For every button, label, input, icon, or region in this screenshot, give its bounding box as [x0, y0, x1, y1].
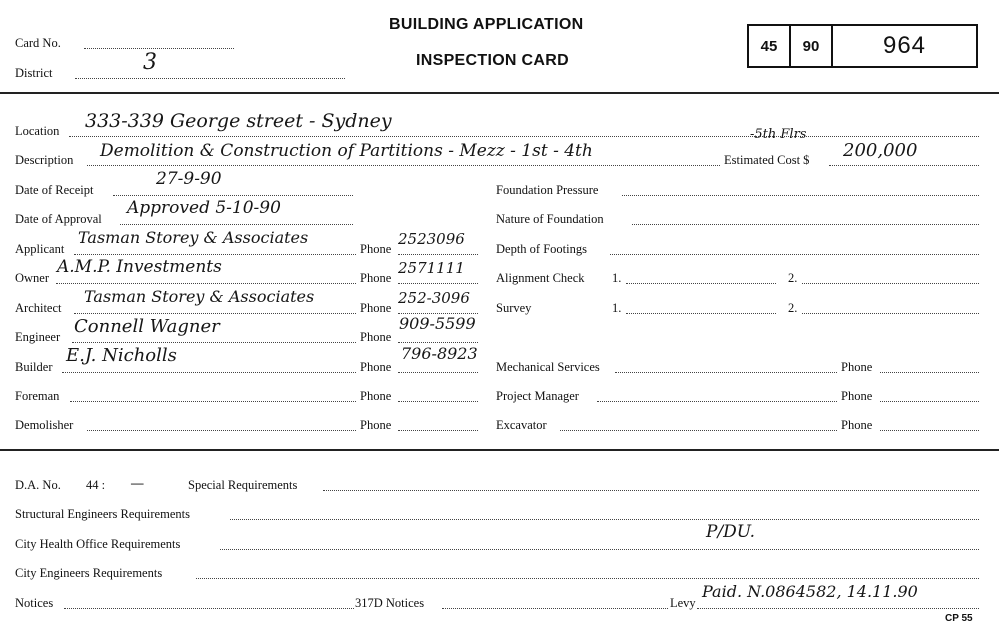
mechanical-services-label: Mechanical Services: [496, 360, 600, 374]
description-label: Description: [15, 153, 74, 167]
excavator-phone-label: Phone: [841, 418, 873, 432]
da-number: 44 :: [86, 478, 106, 492]
structural-req-label: Structural Engineers Requirements: [15, 507, 190, 521]
alignment-check-label: Alignment Check: [496, 271, 585, 285]
architect-phone: 252-3096: [398, 289, 470, 307]
builder-label: Builder: [15, 360, 53, 374]
location-value: 333-339 George street - Sydney: [85, 110, 392, 132]
engineer-label: Engineer: [15, 330, 61, 344]
foreman-phone-label: Phone: [360, 389, 392, 403]
mechanical-services-line: [615, 372, 837, 373]
builder-line: [62, 372, 356, 373]
date-approval-label: Date of Approval: [15, 212, 102, 226]
notices-line: [64, 608, 354, 609]
district-label: District: [15, 66, 53, 80]
survey-option-1: 1.: [612, 301, 622, 315]
depth-footings-label: Depth of Footings: [496, 242, 587, 256]
applicant-line: [74, 254, 356, 255]
foreman-label: Foreman: [15, 389, 60, 403]
project-manager-phone-line: [880, 401, 979, 402]
notices-317d-line: [442, 608, 668, 609]
city-health-value: P/DU.: [706, 522, 755, 542]
applicant-phone-label: Phone: [360, 242, 392, 256]
form-code: CP 55: [945, 613, 973, 624]
excavator-phone-line: [880, 430, 979, 431]
alignment-option-2: 2.: [788, 271, 798, 285]
project-manager-phone-label: Phone: [841, 389, 873, 403]
excavator-label: Excavator: [496, 418, 547, 432]
levy-line: [697, 608, 979, 609]
foundation-pressure-line: [622, 195, 979, 196]
engineer-phone-label: Phone: [360, 330, 392, 344]
district-value: 3: [143, 50, 157, 75]
alignment-line-1: [626, 283, 776, 284]
header-divider: [0, 92, 999, 94]
nature-foundation-line: [632, 224, 979, 225]
survey-line-1: [626, 313, 776, 314]
card-no-label: Card No.: [15, 36, 61, 50]
builder-phone: 796-8923: [401, 344, 478, 363]
date-approval-value: Approved 5-10-90: [127, 198, 281, 218]
builder-phone-line: [398, 372, 478, 373]
owner-phone-line: [398, 283, 478, 284]
mechanical-phone-line: [880, 372, 979, 373]
applicant-phone: 2523096: [398, 230, 465, 248]
owner-line: [56, 283, 356, 284]
architect-line: [74, 313, 356, 314]
depth-footings-line: [610, 254, 979, 255]
description-line: [87, 165, 720, 166]
special-req-label: Special Requirements: [188, 478, 298, 492]
engineer-phone: 909-5599: [399, 314, 476, 333]
card-no-line: [84, 48, 234, 49]
date-receipt-line: [113, 195, 353, 196]
nature-foundation-label: Nature of Foundation: [496, 212, 604, 226]
special-req-line: [323, 490, 979, 491]
estimated-cost-value: 200,000: [843, 140, 918, 161]
demolisher-phone-line: [398, 430, 478, 431]
city-engineers-label: City Engineers Requirements: [15, 566, 163, 580]
location-line: [69, 136, 979, 137]
estimated-cost-line: [829, 165, 979, 166]
da-dash: —: [131, 476, 144, 490]
project-manager-label: Project Manager: [496, 389, 579, 403]
city-engineers-line: [196, 578, 979, 579]
date-approval-line: [120, 224, 353, 225]
owner-value: A.M.P. Investments: [57, 257, 222, 277]
section-divider: [0, 449, 999, 451]
architect-label: Architect: [15, 301, 62, 315]
applicant-phone-line: [398, 254, 478, 255]
estimated-cost-label: Estimated Cost $: [724, 153, 810, 167]
foreman-phone-line: [398, 401, 478, 402]
date-receipt-value: 27-9-90: [156, 169, 222, 189]
demolisher-line: [87, 430, 356, 431]
city-health-line: [220, 549, 979, 550]
da-label: D.A. No.: [15, 478, 61, 492]
foreman-line: [70, 401, 356, 402]
excavator-line: [560, 430, 837, 431]
form-title-line2: INSPECTION CARD: [416, 52, 569, 69]
survey-option-2: 2.: [788, 301, 798, 315]
architect-phone-label: Phone: [360, 301, 392, 315]
applicant-label: Applicant: [15, 242, 65, 256]
builder-phone-label: Phone: [360, 360, 392, 374]
project-manager-line: [597, 401, 837, 402]
ref-box-a: 45: [747, 24, 791, 68]
date-receipt-label: Date of Receipt: [15, 183, 94, 197]
applicant-value: Tasman Storey & Associates: [78, 228, 309, 247]
structural-req-line: [230, 519, 979, 520]
demolisher-label: Demolisher: [15, 418, 74, 432]
owner-phone-label: Phone: [360, 271, 392, 285]
district-line: [75, 78, 345, 79]
card-number-box: [831, 24, 978, 68]
engineer-line: [72, 342, 356, 343]
alignment-option-1: 1.: [612, 271, 622, 285]
description-value: Demolition & Construction of Partitions - Mezz - 1st - 4th: [100, 141, 593, 161]
notices-label: Notices: [15, 596, 54, 610]
engineer-phone-line: [398, 342, 478, 343]
engineer-value: Connell Wagner: [74, 316, 220, 337]
builder-value: E.J. Nicholls: [66, 345, 177, 366]
alignment-line-2: [802, 283, 979, 284]
description-extra: -5th Flrs: [750, 127, 807, 142]
owner-phone: 2571111: [398, 259, 465, 277]
card-number: 964: [882, 32, 927, 59]
ref-box-b: 90: [789, 24, 833, 68]
architect-value: Tasman Storey & Associates: [84, 287, 315, 306]
notices-317d-label: 317D Notices: [355, 596, 425, 610]
levy-value: Paid. N.0864582, 14.11.90: [702, 582, 918, 601]
survey-label: Survey: [496, 301, 532, 315]
city-health-label: City Health Office Requirements: [15, 537, 181, 551]
levy-label: Levy: [670, 596, 696, 610]
survey-line-2: [802, 313, 979, 314]
owner-label: Owner: [15, 271, 50, 285]
form-title-line1: BUILDING APPLICATION: [389, 16, 584, 33]
foundation-pressure-label: Foundation Pressure: [496, 183, 599, 197]
demolisher-phone-label: Phone: [360, 418, 392, 432]
mechanical-phone-label: Phone: [841, 360, 873, 374]
location-label: Location: [15, 124, 60, 138]
